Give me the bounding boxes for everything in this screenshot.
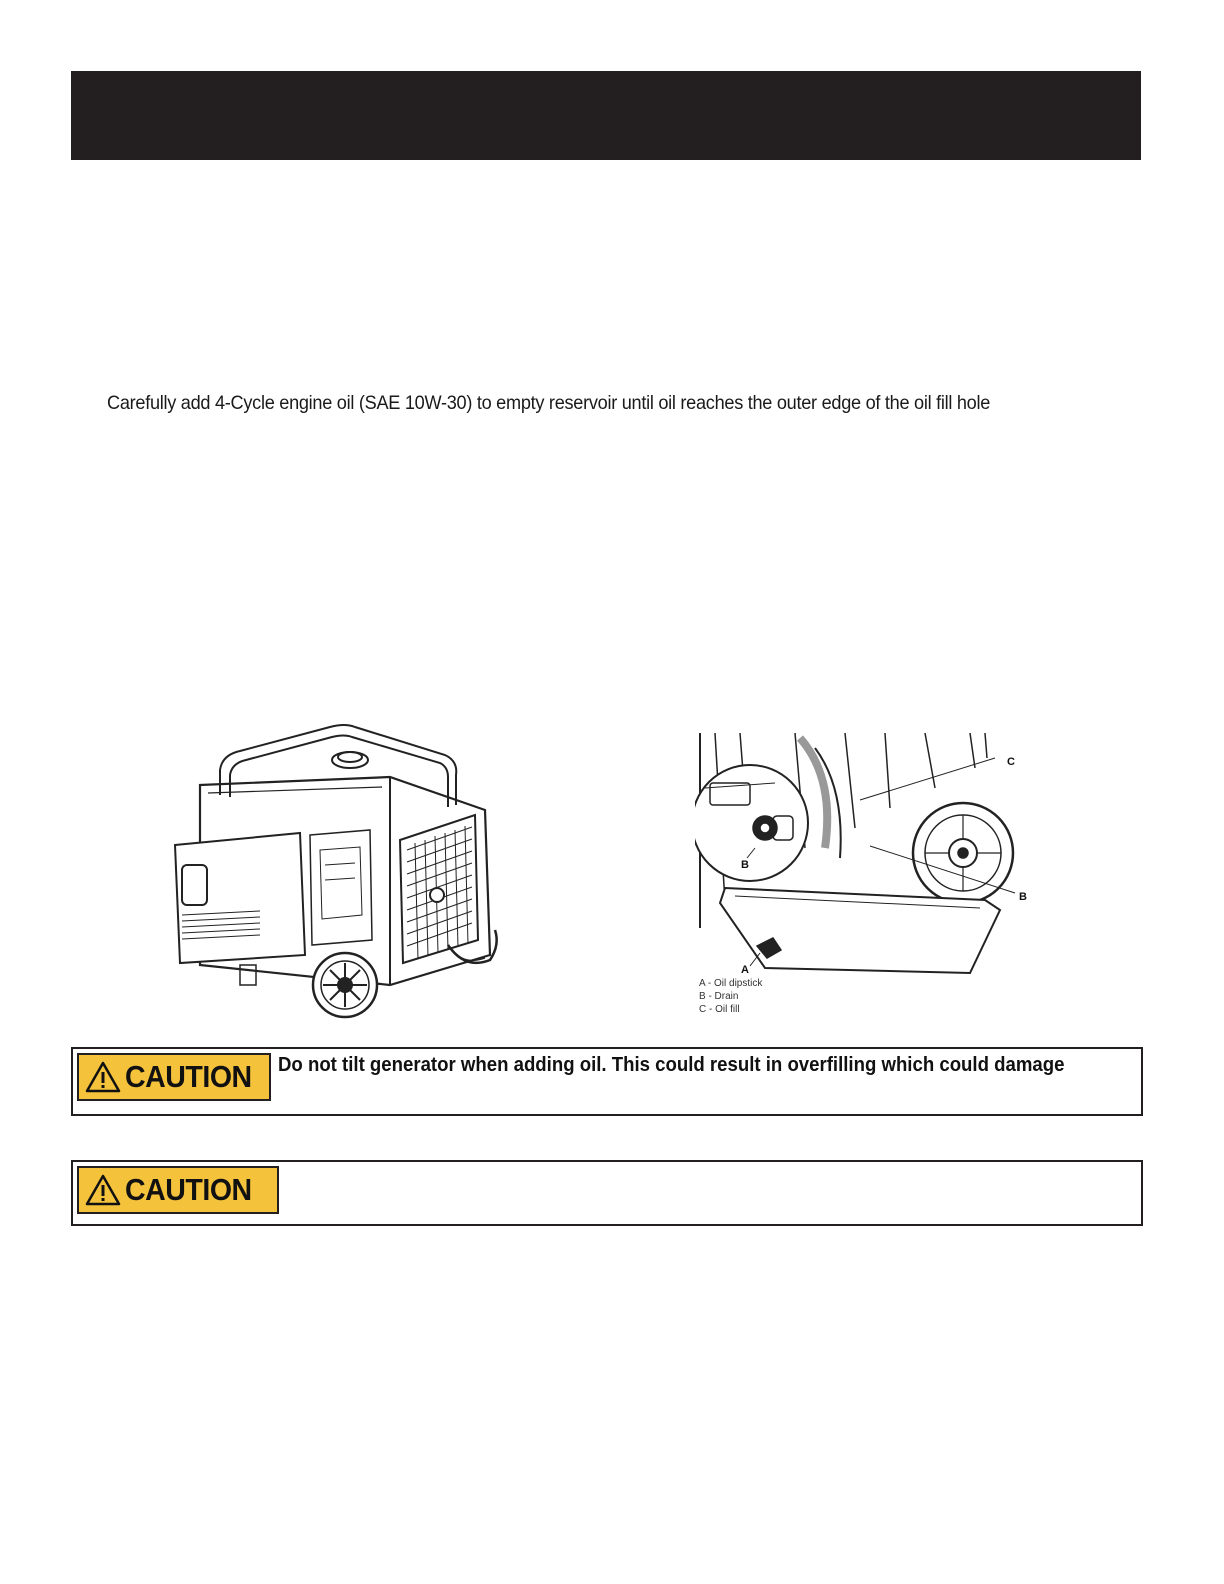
callout-b-inset: B [741,859,749,871]
warning-triangle-icon [85,1174,121,1206]
instruction-paragraph: Carefully add 4-Cycle engine oil (SAE 10W-30) to empty reservoir until oil reaches the outer edge of the oil fill hole [107,392,991,414]
oil-drain-diagram [695,728,1040,1020]
legend-item: B - Drain [699,991,739,1002]
generator-illustration [160,715,510,1030]
caution-word: CAUTION [125,1172,252,1207]
legend-item: C - Oil fill [699,1004,740,1015]
callout-b: B [1019,891,1027,903]
warning-triangle-icon [85,1061,121,1093]
caution-label [77,1053,271,1101]
caution-text: Do not tilt generator when adding oil. This could result in overfilling which could damage [278,1054,1065,1076]
caution-notice [71,1160,1143,1226]
callout-c: C [1007,756,1015,768]
caution-notice [71,1047,1143,1116]
legend-item: A - Oil dipstick [699,978,763,989]
callout-a: A [741,964,749,976]
caution-word: CAUTION [125,1059,252,1094]
caution-label [77,1166,279,1214]
section-header-bar [71,71,1141,160]
